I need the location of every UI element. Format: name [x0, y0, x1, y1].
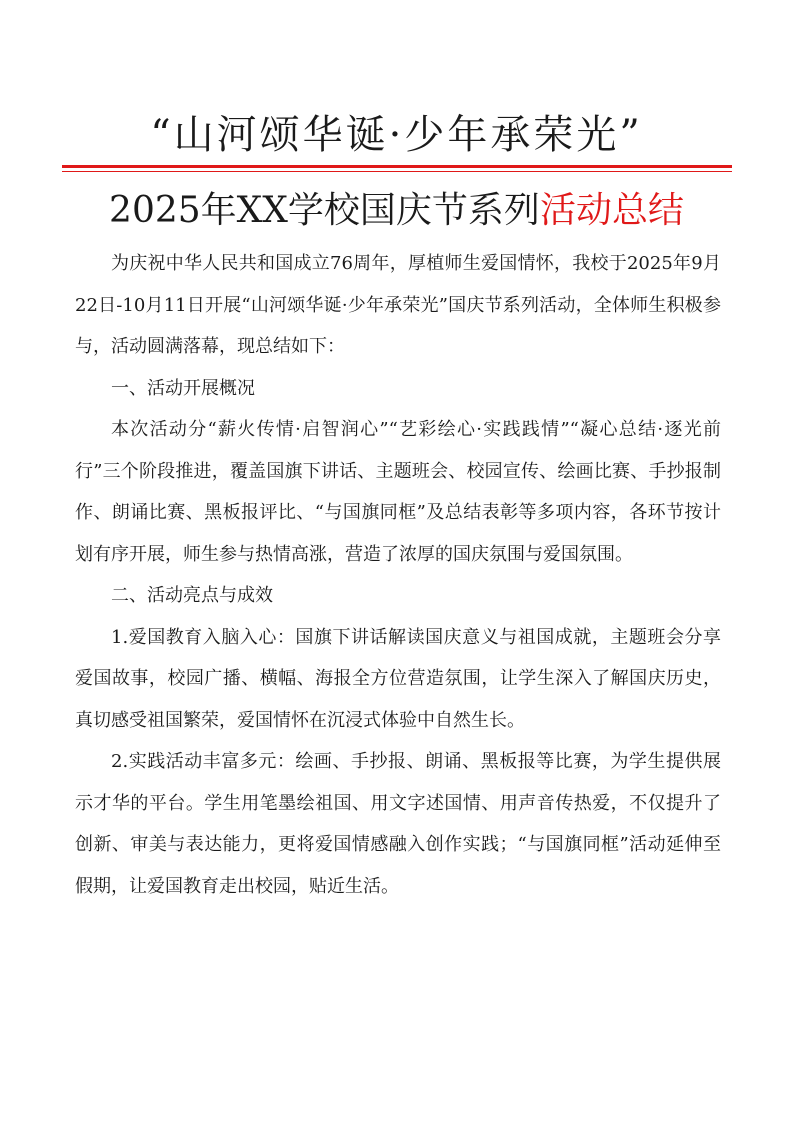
document-body	[75, 243, 721, 907]
section-heading-highlights: 二、活动亮点与成效	[111, 585, 273, 606]
paragraph-overview: 本次活动分“薪火传情·启智润心”“艺彩绘心·实践践情”“凝心总结·逐光前行”三个阶段推进，覆盖国旗下讲话、主题班会、校园宣传、绘画比赛、手抄报制作、朗诵比赛、黑板报评比、“与国旗同框”及总结表彰等多项内容，各环节按计划有序开展，师生参与热情高涨，营造了浓厚的国庆氛围与爱国氛围。	[75, 419, 721, 565]
subtitle-black-part: 2025年XX学校国庆节系列	[109, 190, 540, 231]
red-divider-thick	[62, 165, 732, 168]
document-title: “山河颂华诞·少年承荣光”	[150, 112, 643, 158]
paragraph-highlight-1: 1.爱国教育入脑入心：国旗下讲话解读国庆意义与祖国成就，主题班会分享爱国故事，校园广播、横幅、海报全方位营造氛围，让学生深入了解国庆历史，真切感受祖国繁荣，爱国情怀在沉浸式体验中自然生长。	[75, 626, 721, 731]
paragraph-intro: 为庆祝中华人民共和国成立76周年，厚植师生爱国情怀，我校于2025年9月22日-10月11日开展“山河颂华诞·少年承荣光”国庆节系列活动，全体师生积极参与，活动圆满落幕，现总结如下：	[75, 253, 721, 357]
subtitle-red-part: 活动总结	[539, 190, 684, 231]
paragraph-highlight-2: 2.实践活动丰富多元：绘画、手抄报、朗诵、黑板报等比赛，为学生提供展示才华的平台。学生用笔墨绘祖国、用文字述国情、用声音传热爱，不仅提升了创新、审美与表达能力，更将爱国情感融入创作实践；“与国旗同框”活动延伸至假期，让爱国教育走出校园，贴近生活。	[75, 751, 721, 897]
section-heading-overview: 一、活动开展概况	[111, 377, 255, 399]
document-subtitle	[60, 188, 733, 234]
red-divider-thin	[62, 171, 732, 172]
